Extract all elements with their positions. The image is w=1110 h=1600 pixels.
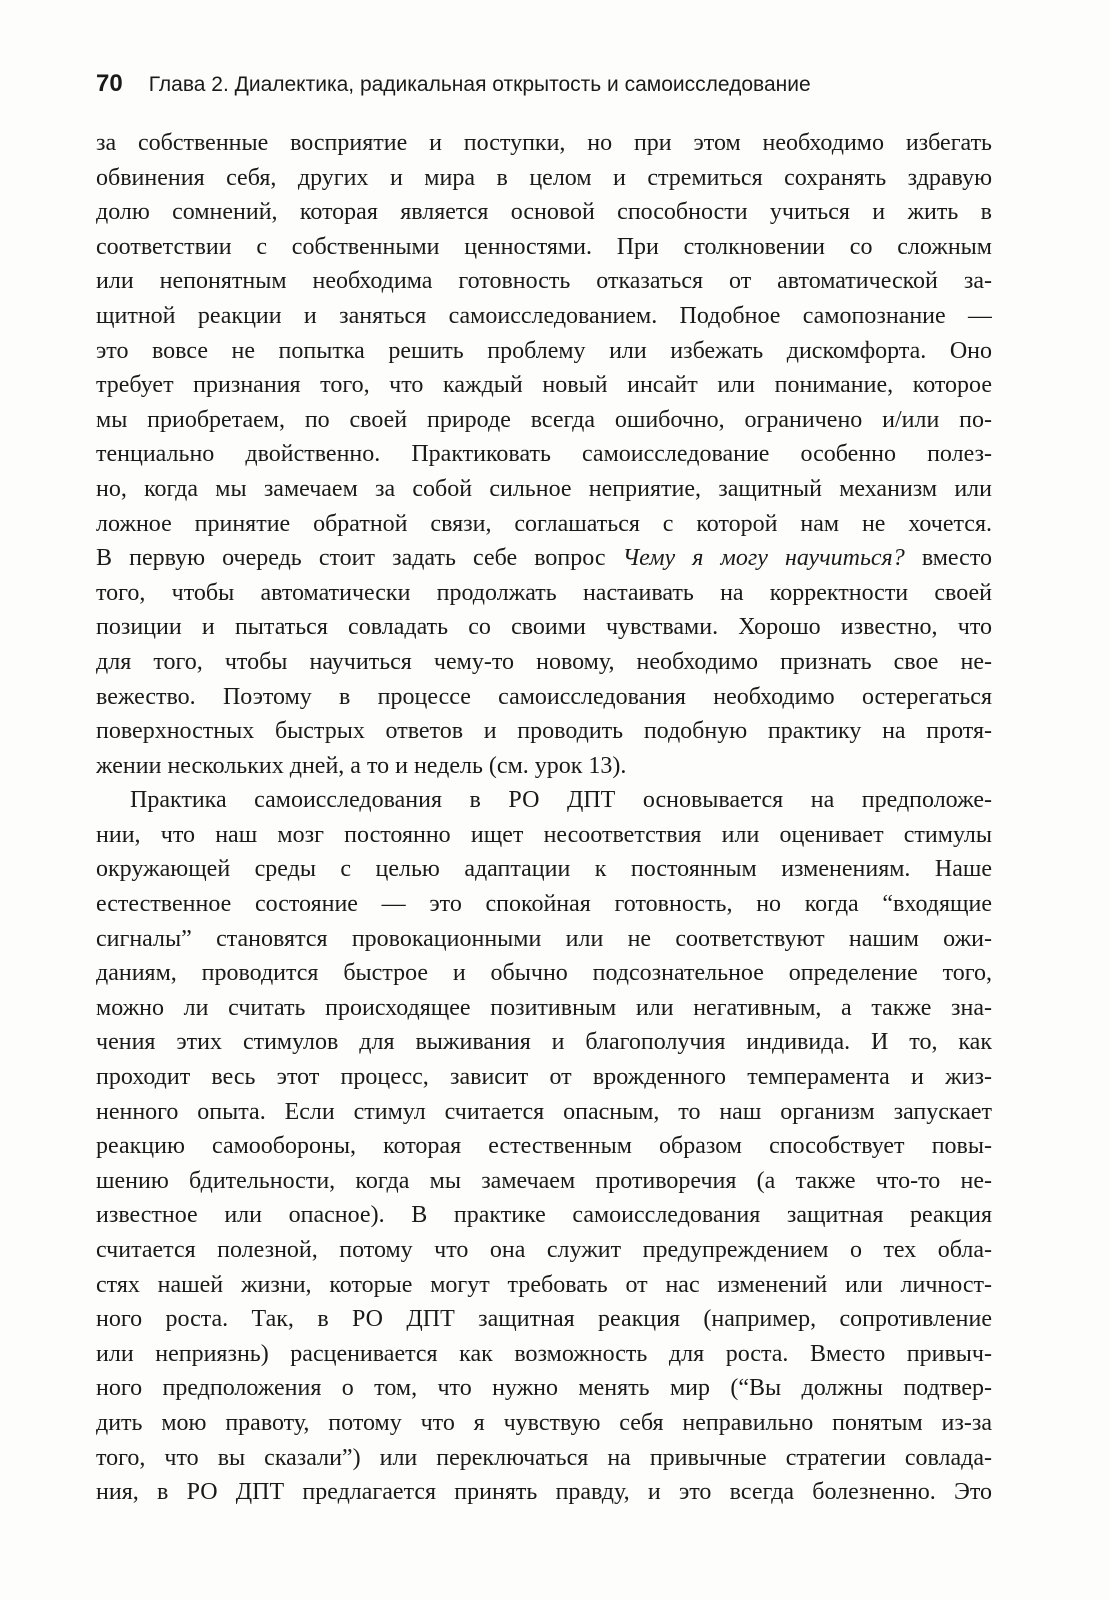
text-line: дить мою правоту, потому что я чувствую себя неправильно понятым из-за xyxy=(96,1409,992,1436)
text-line: поверхностных быстрых ответов и проводить подобную практику на протя- xyxy=(96,718,992,745)
text-line: стях нашей жизни, которые могут требовать от нас изменений или личност- xyxy=(96,1271,992,1298)
text-line: требует признания того, что каждый новый инсайт или понимание, которое xyxy=(96,372,992,399)
text-line: проходит весь этот процесс, зависит от врожденного темперамента и жиз- xyxy=(96,1064,992,1091)
text-line: чения этих стимулов для выживания и благополучия индивида. И то, как xyxy=(96,1029,992,1056)
text-line: ненного опыта. Если стимул считается опасным, то наш организм запускает xyxy=(96,1098,992,1125)
text-line: но, когда мы замечаем за собой сильное неприятие, защитный механизм или xyxy=(96,475,992,502)
text-line: ного роста. Так, в РО ДПТ защитная реакция (например, сопротивление xyxy=(96,1306,992,1333)
text-line-with-italic xyxy=(96,541,992,576)
text-line: даниям, проводится быстрое и обычно подсознательное определение того, xyxy=(96,960,992,987)
text-line: долю сомнений, которая является основой способности учиться и жить в xyxy=(96,199,992,226)
text-line: ния, в РО ДПТ предлагается принять правду, и это всегда болезненно. Это xyxy=(96,1479,992,1506)
text-line: за собственные восприятие и поступки, но при этом необходимо избегать xyxy=(96,130,992,156)
text-line: соответствии с собственными ценностями. При столкновении со сложным xyxy=(96,233,992,260)
text-line: вежество. Поэтому в процессе самоисследования необходимо остерегаться xyxy=(96,683,992,710)
line-segment: вместо xyxy=(904,545,992,572)
text-line: тенциально двойственно. Практиковать самоисследование особенно полез- xyxy=(96,441,992,468)
text-line: окружающей среды с целью адаптации к постоянным изменениям. Наше xyxy=(96,856,992,883)
paragraph-2 xyxy=(96,783,992,1509)
text-line: того, что вы сказали”) или переключаться на привычные стратегии совлада- xyxy=(96,1444,992,1471)
text-line: щитной реакции и заняться самоисследованием. Подобное самопознание — xyxy=(96,302,992,329)
text-line: сигналы” становятся провокационными или не соответствуют нашим ожи- xyxy=(96,925,992,952)
text-line: или неприязнь) расценивается как возможность для роста. Вместо привыч- xyxy=(96,1340,992,1367)
text-line: ного предположения о том, что нужно менять мир (“Вы должны подтвер- xyxy=(96,1375,992,1402)
text-line: известное или опасное). В практике самоисследования защитная реакция xyxy=(96,1202,992,1229)
italic-question: Чему я могу научиться? xyxy=(622,545,905,572)
text-line: Практика самоисследования в РО ДПТ основывается на предположе- xyxy=(130,787,992,814)
text-line: естественное состояние — это спокойная готовность, но когда “входящие xyxy=(96,891,992,918)
page-number: 70 xyxy=(96,70,123,97)
line-segment: В первую очередь стоит задать себе вопрос xyxy=(96,545,623,572)
text-line: это вовсе не попытка решить проблему или избежать дискомфорта. Оно xyxy=(96,337,992,364)
text-line: для того, чтобы научиться чему-то новому, необходимо признать свое не- xyxy=(96,648,992,675)
body-text xyxy=(96,126,992,1510)
text-line: позиции и пытаться совладать со своими чувствами. Хорошо известно, что xyxy=(96,614,992,641)
text-line: шению бдительности, когда мы замечаем противоречия (а также что-то не- xyxy=(96,1167,992,1194)
text-line: того, чтобы автоматически продолжать настаивать на корректности своей xyxy=(96,579,992,606)
text-line: считается полезной, потому что она служит предупреждением о тех обла- xyxy=(96,1237,992,1263)
text-line: обвинения себя, других и мира в целом и стремиться сохранять здравую xyxy=(96,164,992,191)
text-line: жении нескольких дней, а то и недель (см. урок 13). xyxy=(96,752,627,779)
text-line: ложное принятие обратной связи, соглашаться с которой нам не хочется. xyxy=(96,510,992,537)
text-line: реакцию самообороны, которая естественным образом способствует повы- xyxy=(96,1133,992,1160)
text-line: можно ли считать происходящее позитивным или негативным, а также зна- xyxy=(96,994,992,1021)
text-line: мы приобретаем, по своей природе всегда ошибочно, ограничено и/или по- xyxy=(96,406,992,433)
paragraph-1 xyxy=(96,126,992,783)
chapter-title: Глава 2. Диалектика, радикальная открытость и самоисследование xyxy=(148,73,811,96)
running-header xyxy=(96,70,1016,104)
text-line: нии, что наш мозг постоянно ищет несоответствия или оценивает стимулы xyxy=(96,821,992,848)
text-line: или непонятным необходима готовность отказаться от автоматической за- xyxy=(96,268,992,295)
